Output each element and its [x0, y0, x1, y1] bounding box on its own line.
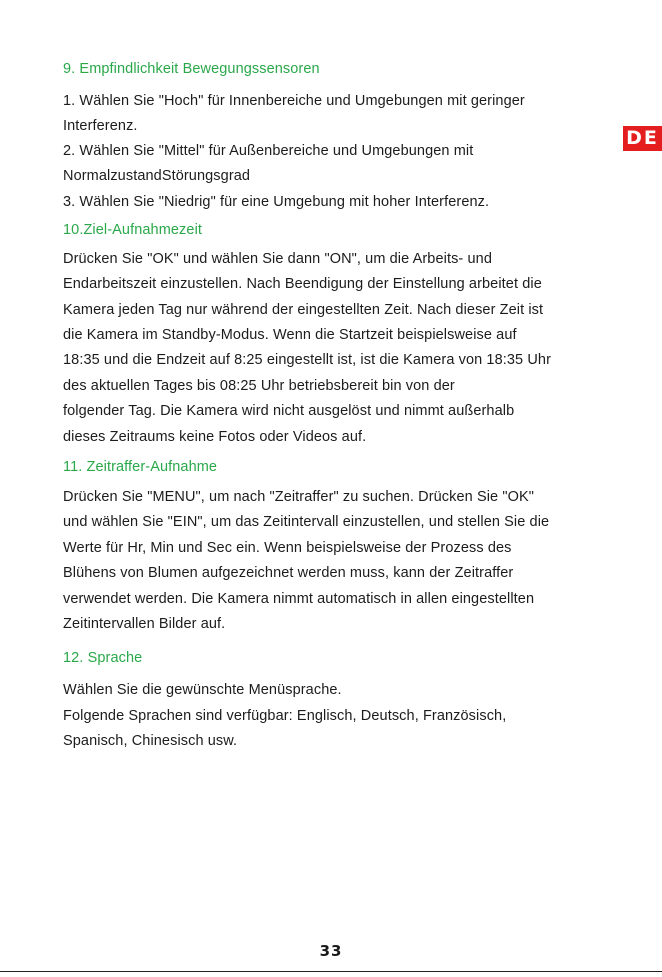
- section-heading: 10.Ziel-Aufnahmezeit: [63, 222, 203, 238]
- text-line: folgender Tag. Die Kamera wird nicht ausgelöst und nimmt außerhalb: [63, 403, 515, 419]
- text-line: und wählen Sie "EIN", um das Zeitintervall einzustellen, und stellen Sie die: [63, 514, 550, 530]
- text-line: Endarbeitszeit einzustellen. Nach Beendigung der Einstellung arbeitet die: [63, 276, 542, 292]
- text-line: Zeitintervallen Bilder auf.: [63, 616, 226, 632]
- text-line: dieses Zeitraums keine Fotos oder Videos auf.: [63, 429, 367, 445]
- text-line: des aktuellen Tages bis 08:25 Uhr betriebsbereit bin von der: [63, 378, 455, 394]
- text-line: Interferenz.: [63, 118, 138, 134]
- text-line: Blühens von Blumen aufgezeichnet werden muss, kann der Zeitraffer: [63, 565, 514, 581]
- bottom-rule: [0, 971, 662, 972]
- text-line: Spanisch, Chinesisch usw.: [63, 733, 238, 749]
- text-line: 2. Wählen Sie "Mittel" für Außenbereiche und Umgebungen mit: [63, 143, 474, 159]
- text-line: 1. Wählen Sie "Hoch" für Innenbereiche und Umgebungen mit geringer: [63, 93, 525, 109]
- text-line: Kamera jeden Tag nur während der eingestellten Zeit. Nach dieser Zeit ist: [63, 302, 544, 318]
- text-line: die Kamera im Standby-Modus. Wenn die Startzeit beispielsweise auf: [63, 327, 517, 343]
- text-line: Wählen Sie die gewünschte Menüsprache.: [63, 682, 342, 698]
- text-line: 18:35 und die Endzeit auf 8:25 eingestellt ist, ist die Kamera von 18:35 Uhr: [63, 352, 552, 368]
- section-heading: 12. Sprache: [63, 650, 143, 666]
- text-line: Werte für Hr, Min und Sec ein. Wenn beispielsweise der Prozess des: [63, 540, 512, 556]
- section-heading: 11. Zeitraffer-Aufnahme: [63, 459, 218, 475]
- text-line: NormalzustandStörungsgrad: [63, 168, 251, 184]
- text-line: Drücken Sie "MENU", um nach "Zeitraffer" zu suchen. Drücken Sie "OK": [63, 489, 534, 505]
- language-tab: DE: [623, 126, 662, 151]
- text-line: verwendet werden. Die Kamera nimmt automatisch in allen eingestellten: [63, 591, 535, 607]
- text-line: 3. Wählen Sie "Niedrig" für eine Umgebung mit hoher Interferenz.: [63, 194, 490, 210]
- text-line: Folgende Sprachen sind verfügbar: Englisch, Deutsch, Französisch,: [63, 708, 507, 724]
- section-heading: 9. Empfindlichkeit Bewegungssensoren: [63, 61, 320, 77]
- text-line: Drücken Sie "OK" und wählen Sie dann "ON", um die Arbeits- und: [63, 251, 492, 267]
- page-number: 33: [319, 942, 343, 960]
